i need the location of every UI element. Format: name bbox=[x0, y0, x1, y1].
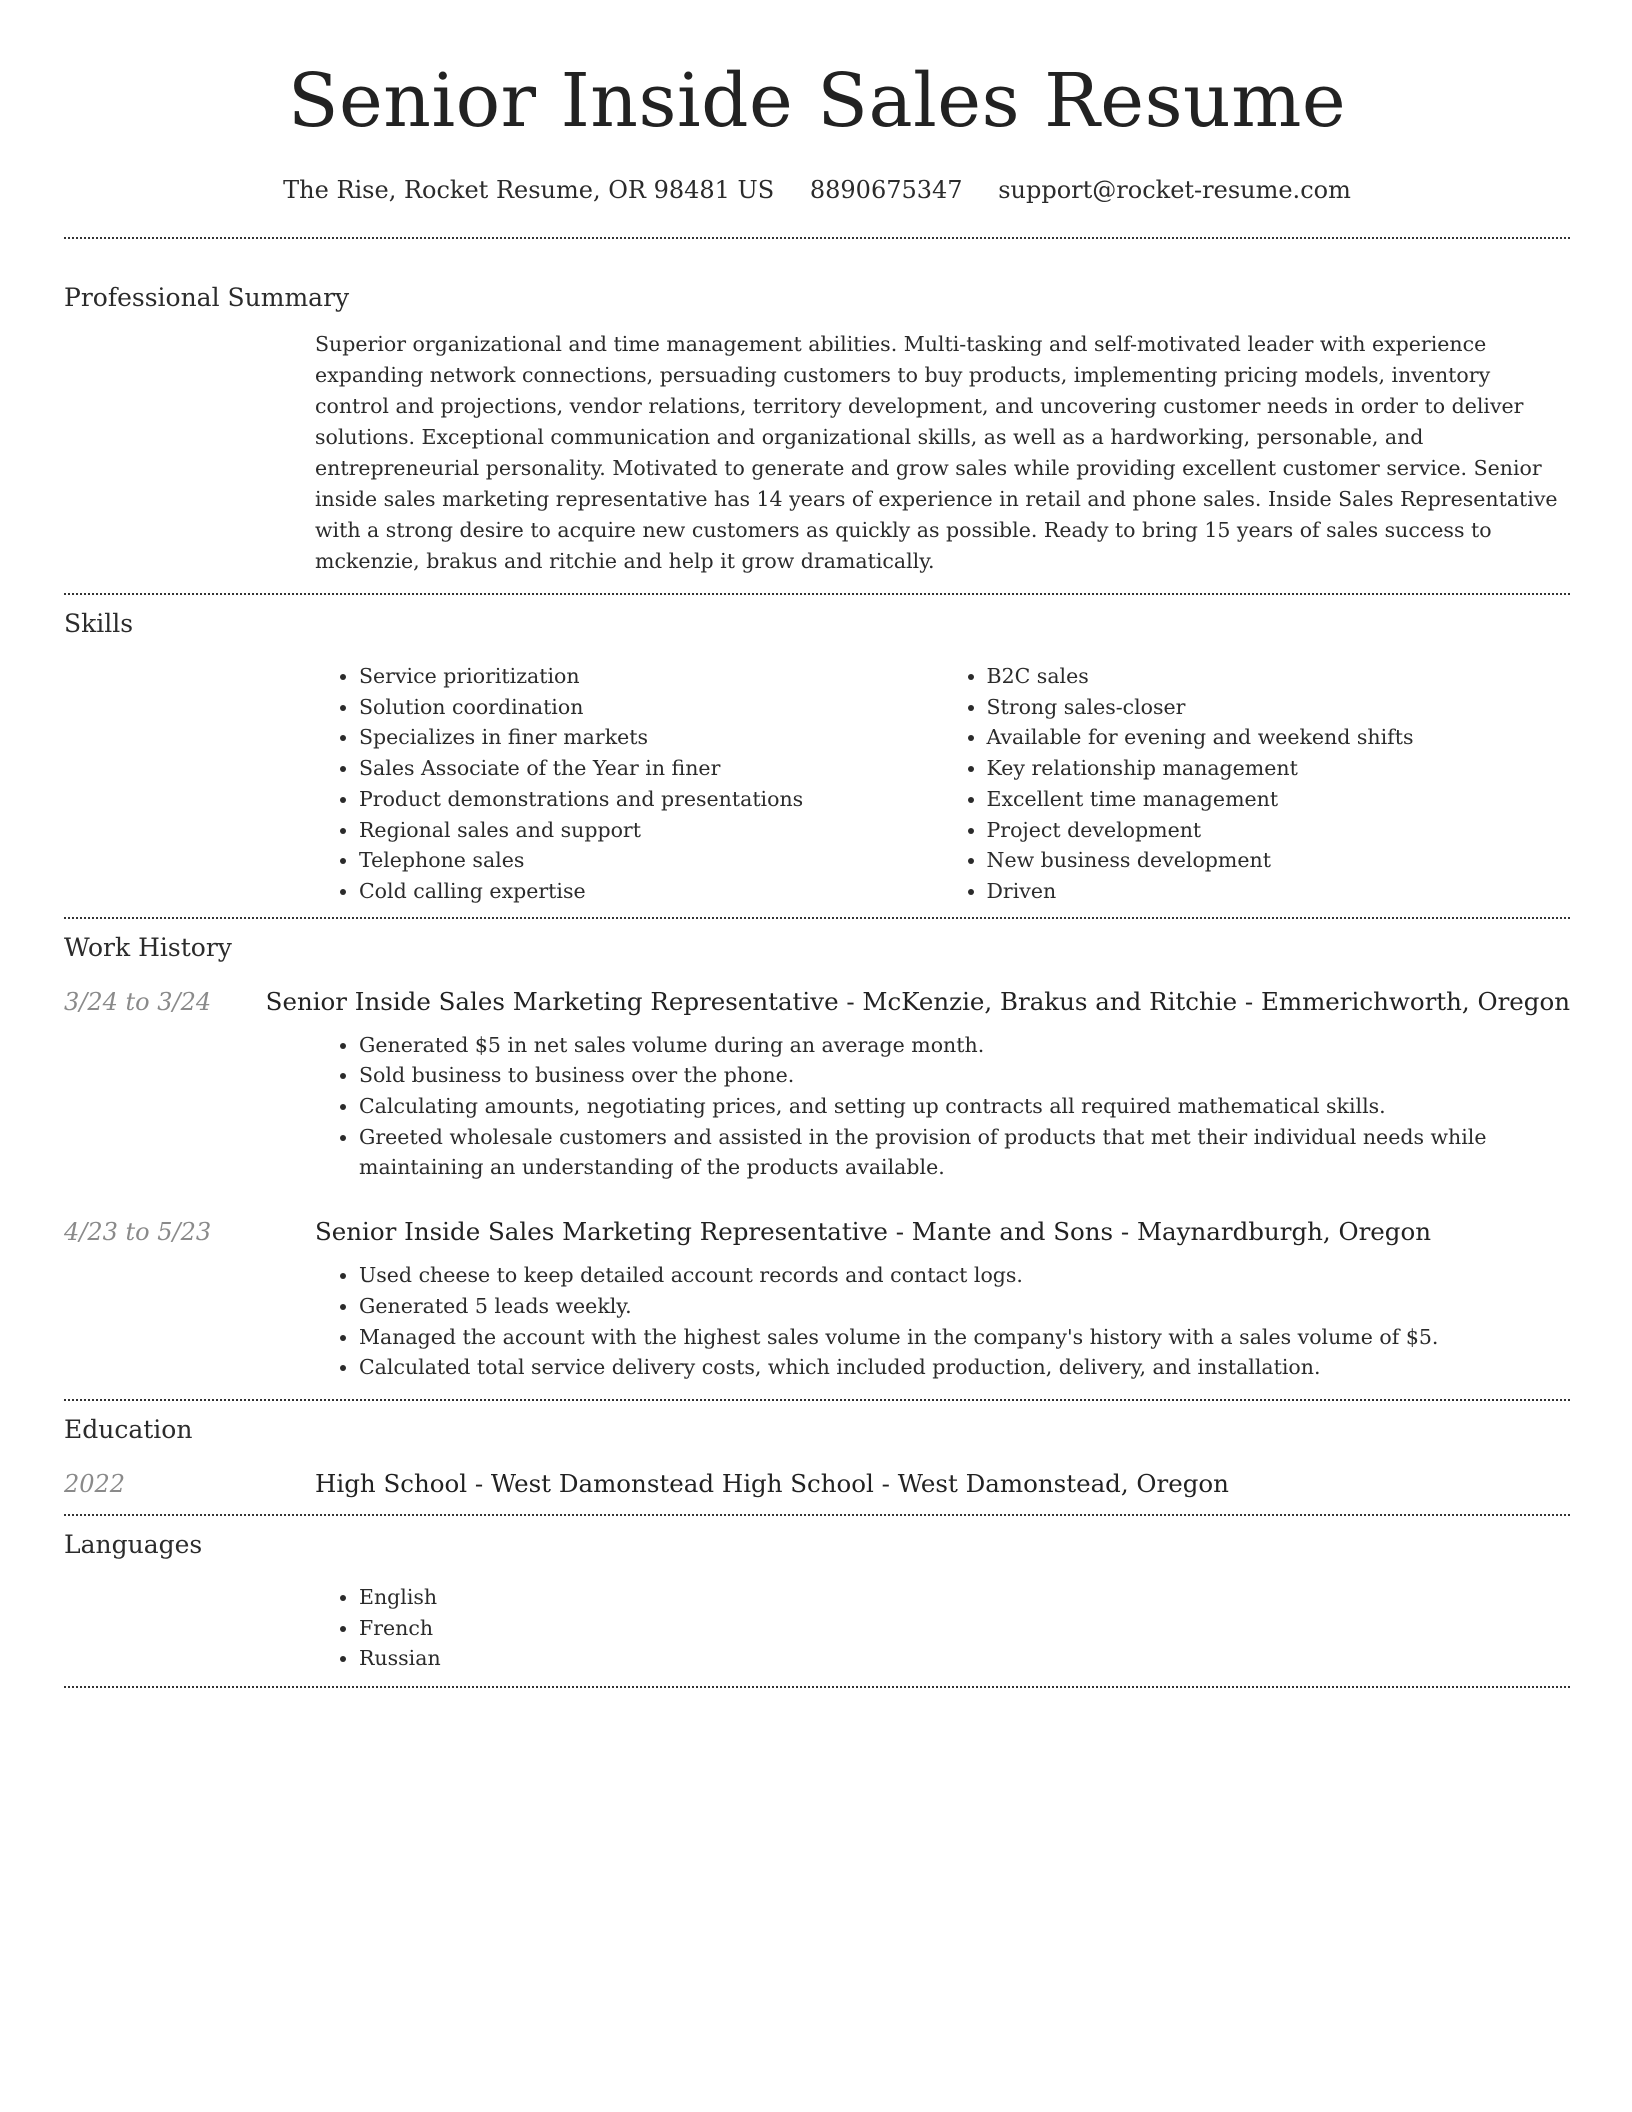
skills-grid bbox=[315, 661, 1570, 907]
languages-body bbox=[315, 1582, 1570, 1674]
resume-title: Senior Inside Sales Resume bbox=[287, 58, 1347, 144]
education-heading: High School - West Damonstead High School - West Damonstead, Oregon bbox=[315, 1468, 1229, 1498]
list-item: • Available for evening and weekend shifts bbox=[987, 722, 1571, 753]
skills-list-right bbox=[943, 661, 1571, 907]
list-item: • Sold business to business over the phone. bbox=[359, 1060, 1570, 1091]
job-dates: 3/24 to 3/24 bbox=[64, 987, 212, 1016]
divider bbox=[64, 237, 1570, 239]
list-item: • Service prioritization bbox=[359, 661, 943, 692]
summary-text: Superior organizational and time management abilities. Multi-tasking and self-motivated leader with experience expanding network connections, persuading customers to buy products, implementing pricing models, inventory control and projections, vendor relations, territory development, and uncovering customer needs in order to deliver solutions. Exceptional communication and organizational skills, as well as a hardworking, personable, and entrepreneurial personality. Motivated to generate and grow sales while providing excellent customer service. Senior inside sales marketing representative has 14 years of experience in retail and phone sales. Inside Sales Representative with a strong desire to acquire new customers as quickly as possible. Ready to bring 15 years of sales success to mckenzie, brakus and ritchie and help it grow dramatically. bbox=[315, 332, 1558, 573]
list-item: • Solution coordination bbox=[359, 692, 943, 723]
list-item: • B2C sales bbox=[987, 661, 1571, 692]
job-dates: 4/23 to 5/23 bbox=[64, 1218, 212, 1247]
job-header bbox=[64, 1217, 1570, 1246]
section-title-languages: Languages bbox=[64, 1529, 203, 1559]
list-item: • Strong sales-closer bbox=[987, 692, 1571, 723]
resume-page bbox=[64, 0, 1570, 1688]
contact-email: support@rocket-resume.com bbox=[998, 176, 1351, 204]
divider bbox=[64, 917, 1570, 919]
skills-list-left bbox=[315, 661, 943, 907]
list-item: • Specializes in finer markets bbox=[359, 722, 943, 753]
job-bullet-list bbox=[315, 1260, 1570, 1383]
list-item: • Driven bbox=[987, 876, 1571, 907]
contact-address: The Rise, Rocket Resume, OR 98481 US bbox=[283, 176, 775, 204]
list-item: • Calculating amounts, negotiating prices, and setting up contracts all required mathematical skills. bbox=[359, 1091, 1570, 1122]
education-year: 2022 bbox=[64, 1469, 126, 1498]
list-item: • Excellent time management bbox=[987, 784, 1571, 815]
job-heading: Senior Inside Sales Marketing Representative - Mante and Sons - Maynardburgh, Oregon bbox=[315, 1217, 1432, 1247]
divider bbox=[64, 1514, 1570, 1516]
list-item: • Product demonstrations and presentations bbox=[359, 784, 943, 815]
job-entry bbox=[64, 1217, 1570, 1383]
divider bbox=[64, 1686, 1570, 1688]
list-item: • Cold calling expertise bbox=[359, 876, 943, 907]
summary-body bbox=[315, 329, 1570, 577]
list-item: • Russian bbox=[359, 1643, 1570, 1674]
list-item: • Greeted wholesale customers and assisted in the provision of products that met their individual needs while maintaining an understanding of the products available. bbox=[359, 1122, 1570, 1183]
section-title-education: Education bbox=[64, 1414, 193, 1444]
contact-line bbox=[64, 173, 1570, 207]
job-heading: Senior Inside Sales Marketing Representative - McKenzie, Brakus and Ritchie - Emmerichworth, Oregon bbox=[265, 986, 1570, 1016]
education-entry bbox=[64, 1469, 1570, 1498]
job-bullet-list bbox=[315, 1030, 1570, 1184]
job-entry bbox=[64, 987, 1570, 1184]
list-item: • Calculated total service delivery costs, which included production, delivery, and installation. bbox=[359, 1352, 1570, 1383]
job-bullets bbox=[315, 1260, 1570, 1383]
job-header bbox=[64, 987, 1570, 1016]
list-item: • Used cheese to keep detailed account records and contact logs. bbox=[359, 1260, 1570, 1291]
list-item: • New business development bbox=[987, 845, 1571, 876]
contact-phone: 8890675347 bbox=[809, 176, 963, 204]
list-item: • Generated $5 in net sales volume during an average month. bbox=[359, 1030, 1570, 1061]
divider bbox=[64, 1399, 1570, 1401]
section-title-skills: Skills bbox=[64, 609, 134, 638]
section-title-summary: Professional Summary bbox=[64, 283, 350, 312]
list-item: • Regional sales and support bbox=[359, 815, 943, 846]
list-item: • Project development bbox=[987, 815, 1571, 846]
job-bullets bbox=[315, 1030, 1570, 1184]
list-item: • English bbox=[359, 1582, 1570, 1613]
list-item: • Managed the account with the highest sales volume in the company's history with a sales volume of $5. bbox=[359, 1322, 1570, 1353]
divider bbox=[64, 593, 1570, 595]
list-item: • French bbox=[359, 1613, 1570, 1644]
list-item: • Generated 5 leads weekly. bbox=[359, 1291, 1570, 1322]
languages-list bbox=[315, 1582, 1570, 1674]
section-title-work: Work History bbox=[64, 932, 232, 962]
list-item: • Sales Associate of the Year in finer bbox=[359, 753, 943, 784]
list-item: • Key relationship management bbox=[987, 753, 1571, 784]
list-item: • Telephone sales bbox=[359, 845, 943, 876]
